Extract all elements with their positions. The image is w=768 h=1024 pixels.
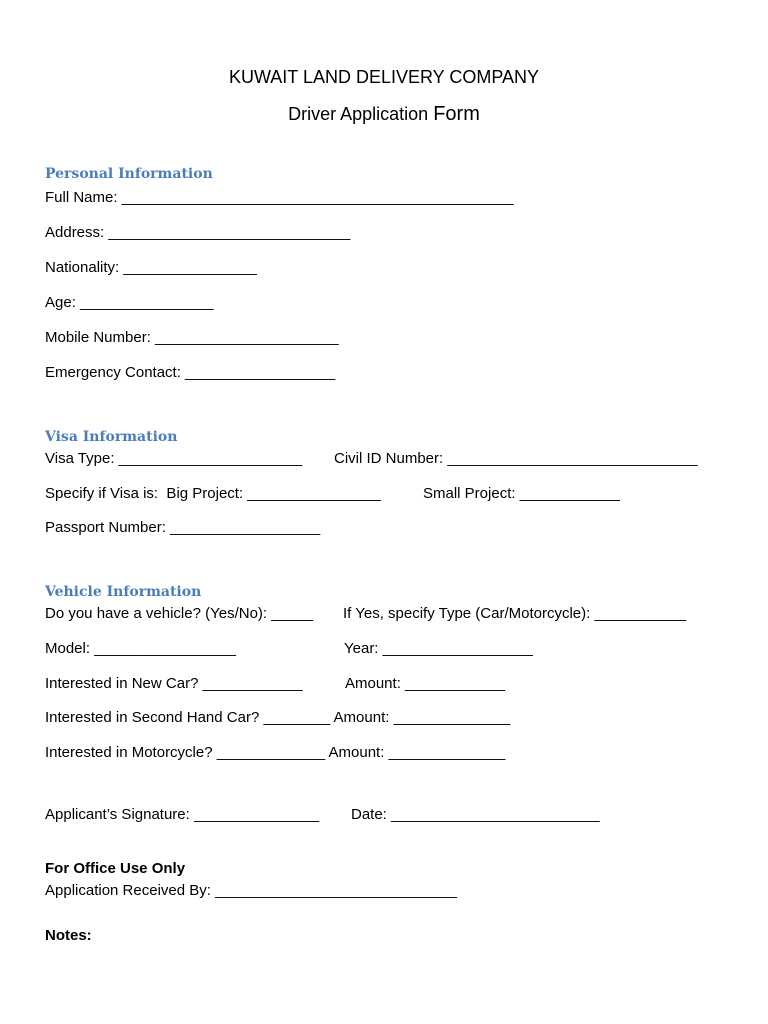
visa-info-heading: Visa Information [45, 429, 178, 445]
new-car-amount-field[interactable]: Amount: ____________ [345, 675, 506, 692]
vehicle-type-field[interactable]: If Yes, specify Type (Car/Motorcycle): ___________ [343, 605, 687, 622]
new-car-field[interactable]: Interested in New Car? ____________ [45, 675, 303, 692]
nationality-field[interactable]: Nationality: ________________ [45, 259, 257, 276]
form-title [0, 104, 768, 124]
second-hand-car-field[interactable]: Interested in Second Hand Car? ________ Amount: ______________ [45, 709, 511, 726]
form-title-main: Driver Application [288, 104, 434, 124]
emergency-contact-field[interactable]: Emergency Contact: __________________ [45, 364, 336, 381]
have-vehicle-field[interactable]: Do you have a vehicle? (Yes/No): _____ [45, 605, 313, 622]
address-field[interactable]: Address: _____________________________ [45, 224, 351, 241]
full-name-field[interactable]: Full Name: _______________________________________________ [45, 189, 514, 206]
model-field[interactable]: Model: _________________ [45, 640, 237, 657]
vehicle-info-heading: Vehicle Information [45, 584, 202, 600]
year-field[interactable]: Year: __________________ [344, 640, 533, 657]
passport-number-field[interactable]: Passport Number: __________________ [45, 519, 321, 536]
visa-type-field[interactable]: Visa Type: ______________________ [45, 450, 303, 467]
mobile-number-field[interactable]: Mobile Number: ______________________ [45, 329, 339, 346]
received-by-field[interactable]: Application Received By: _____________________________ [45, 882, 458, 899]
personal-info-heading: Personal Information [45, 166, 213, 182]
applicant-signature-field[interactable]: Applicant’s Signature: _______________ [45, 806, 320, 823]
age-field[interactable]: Age: ________________ [45, 294, 214, 311]
office-use-heading: For Office Use Only [45, 860, 186, 877]
big-project-field[interactable]: Specify if Visa is: Big Project: ________________ [45, 485, 381, 502]
notes-label: Notes: [45, 927, 92, 944]
civil-id-field[interactable]: Civil ID Number: ______________________________ [334, 450, 698, 467]
motorcycle-field[interactable]: Interested in Motorcycle? _____________ Amount: ______________ [45, 744, 506, 761]
form-title-end: Form [433, 103, 480, 125]
company-name: KUWAIT LAND DELIVERY COMPANY [228, 67, 540, 87]
small-project-field[interactable]: Small Project: ____________ [423, 485, 620, 502]
date-field[interactable]: Date: _________________________ [351, 806, 600, 823]
